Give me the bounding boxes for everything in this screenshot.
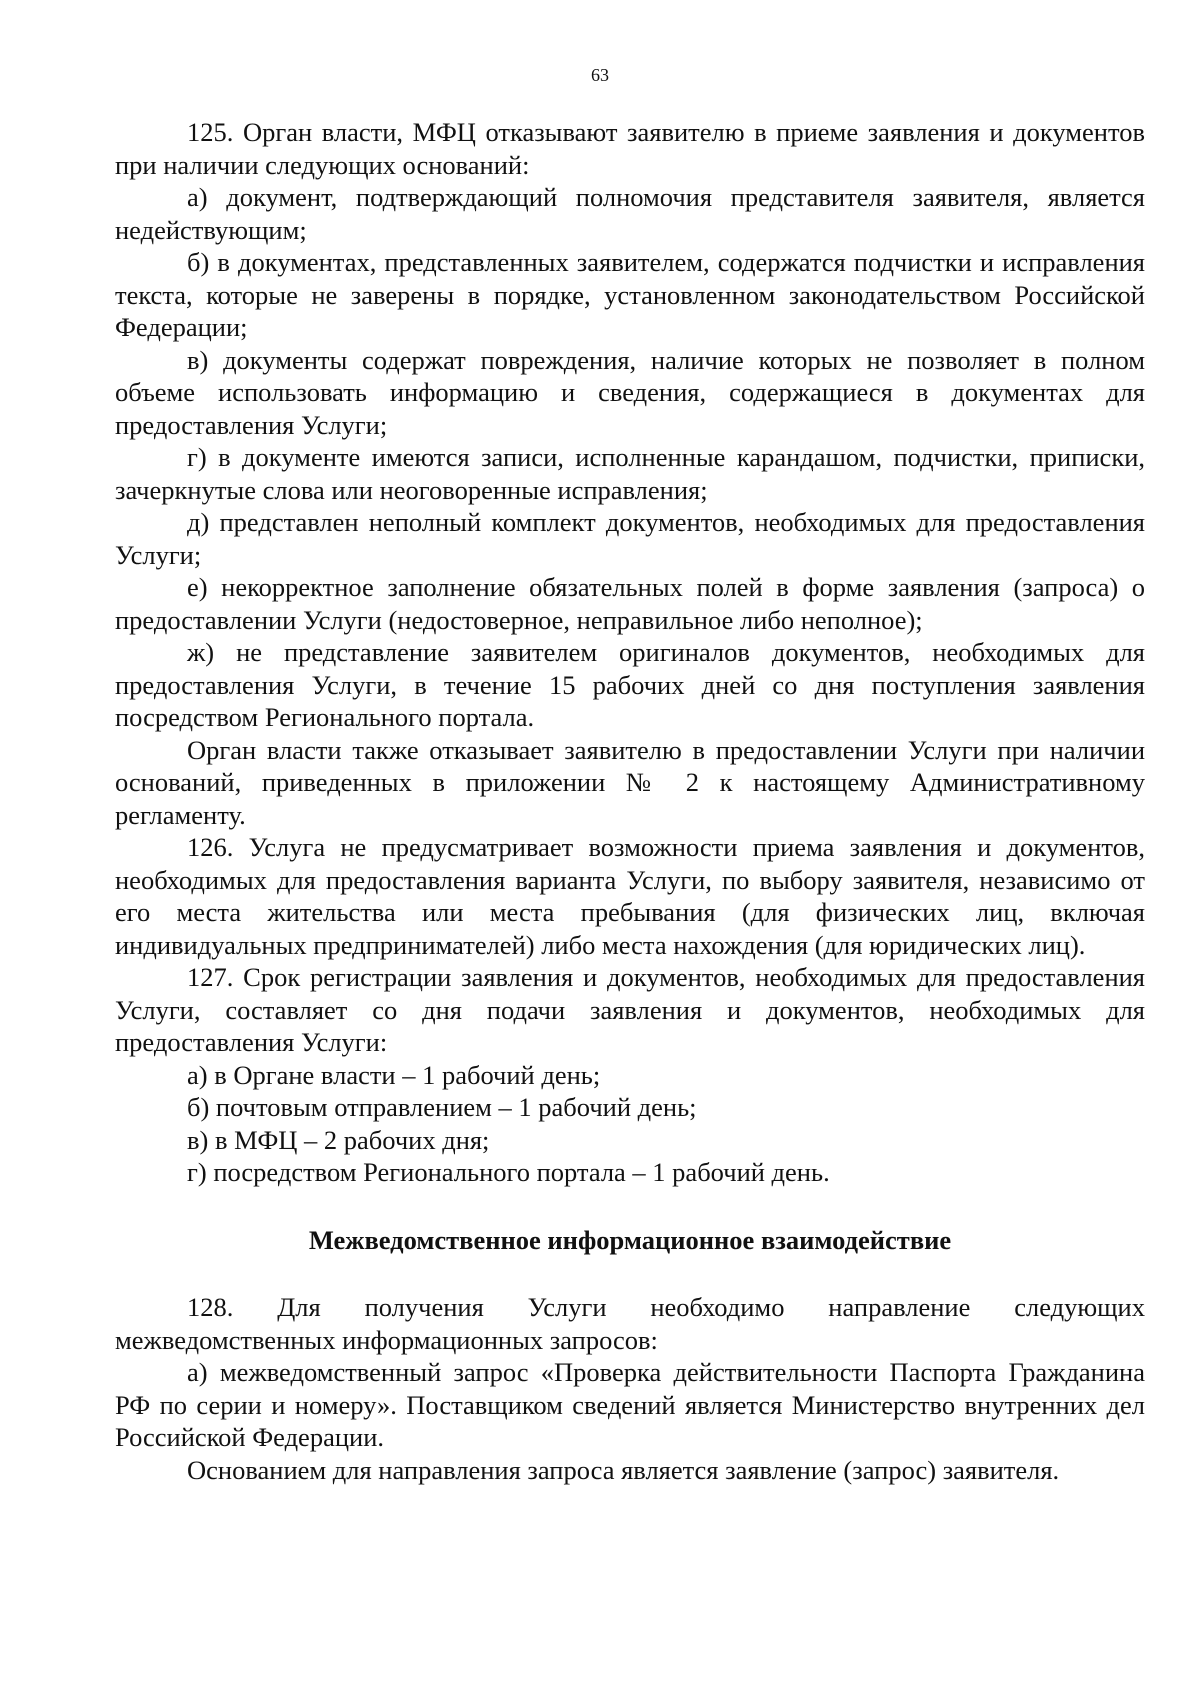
- page-number: 63: [591, 65, 609, 85]
- item-128-a: а) межведомственный запрос «Проверка действительности Паспорта Гражданина РФ по серии и номеру». Поставщиком сведений является Министерство внутренних дел Российской Федерации.: [115, 1357, 1145, 1452]
- item-125-g: г) в документе имеются записи, исполненные карандашом, подчистки, приписки, зачеркнутые слова или неоговоренные исправления;: [115, 442, 1145, 505]
- paragraph-refusal-basis: Орган власти также отказывает заявителю в предоставлении Услуги при наличии оснований, приведенных в приложении № 2 к настоящему Административному регламенту.: [115, 734, 1145, 830]
- item-125-v: в) документы содержат повреждения, наличие которых не позволяет в полном объеме использовать информацию и сведения, содержащиеся в документах для предоставления Услуги;: [115, 344, 1145, 440]
- document-body: [115, 116, 1145, 1486]
- paragraph-127: 127. Срок регистрации заявления и документов, необходимых для предоставления Услуги, составляет со дня подачи заявления и документов, необходимых для предоставления Услуги:: [115, 962, 1145, 1057]
- item-125-zh: ж) не представление заявителем оригиналов документов, необходимых для предоставления Услуги, в течение 15 рабочих дней со дня поступления заявления посредством Регионального портала.: [115, 637, 1145, 732]
- paragraph-126: 126. Услуга не предусматривает возможности приема заявления и документов, необходимых для предоставления варианта Услуги, по выбору заявителя, независимо от его места жительства или места пребывания (для физических лиц, включая индивидуальных предпринимателей) либо места нахождения (для юридических лиц).: [115, 832, 1145, 960]
- paragraph-request-basis: Основанием для направления запроса является заявление (запрос) заявителя.: [187, 1454, 1060, 1485]
- item-125-a: а) документ, подтверждающий полномочия представителя заявителя, является недействующим;: [115, 182, 1145, 245]
- paragraph-128: 128. Для получения Услуги необходимо направление следующих межведомственных информационных запросов:: [115, 1292, 1145, 1355]
- item-127-b: б) почтовым отправлением – 1 рабочий день;: [187, 1092, 697, 1122]
- section-heading: Межведомственное информационное взаимодействие: [308, 1224, 952, 1255]
- item-127-v: в) в МФЦ – 2 рабочих дня;: [187, 1124, 490, 1155]
- item-125-b: б) в документах, представленных заявителем, содержатся подчистки и исправления текста, которые не заверены в порядке, установленном законодательством Российской Федерации;: [115, 247, 1145, 342]
- item-125-e: е) некорректное заполнение обязательных полей в форме заявления (запроса) о предоставлении Услуги (недостоверное, неправильное либо неполное);: [115, 572, 1145, 635]
- item-127-a: а) в Органе власти – 1 рабочий день;: [187, 1059, 601, 1090]
- paragraph-125: 125. Орган власти, МФЦ отказывают заявителю в приеме заявления и документов при наличии следующих оснований:: [115, 117, 1145, 180]
- item-127-g: г) посредством Регионального портала – 1 рабочий день.: [187, 1157, 830, 1187]
- item-125-d: д) представлен неполный комплект документов, необходимых для предоставления Услуги;: [115, 507, 1145, 570]
